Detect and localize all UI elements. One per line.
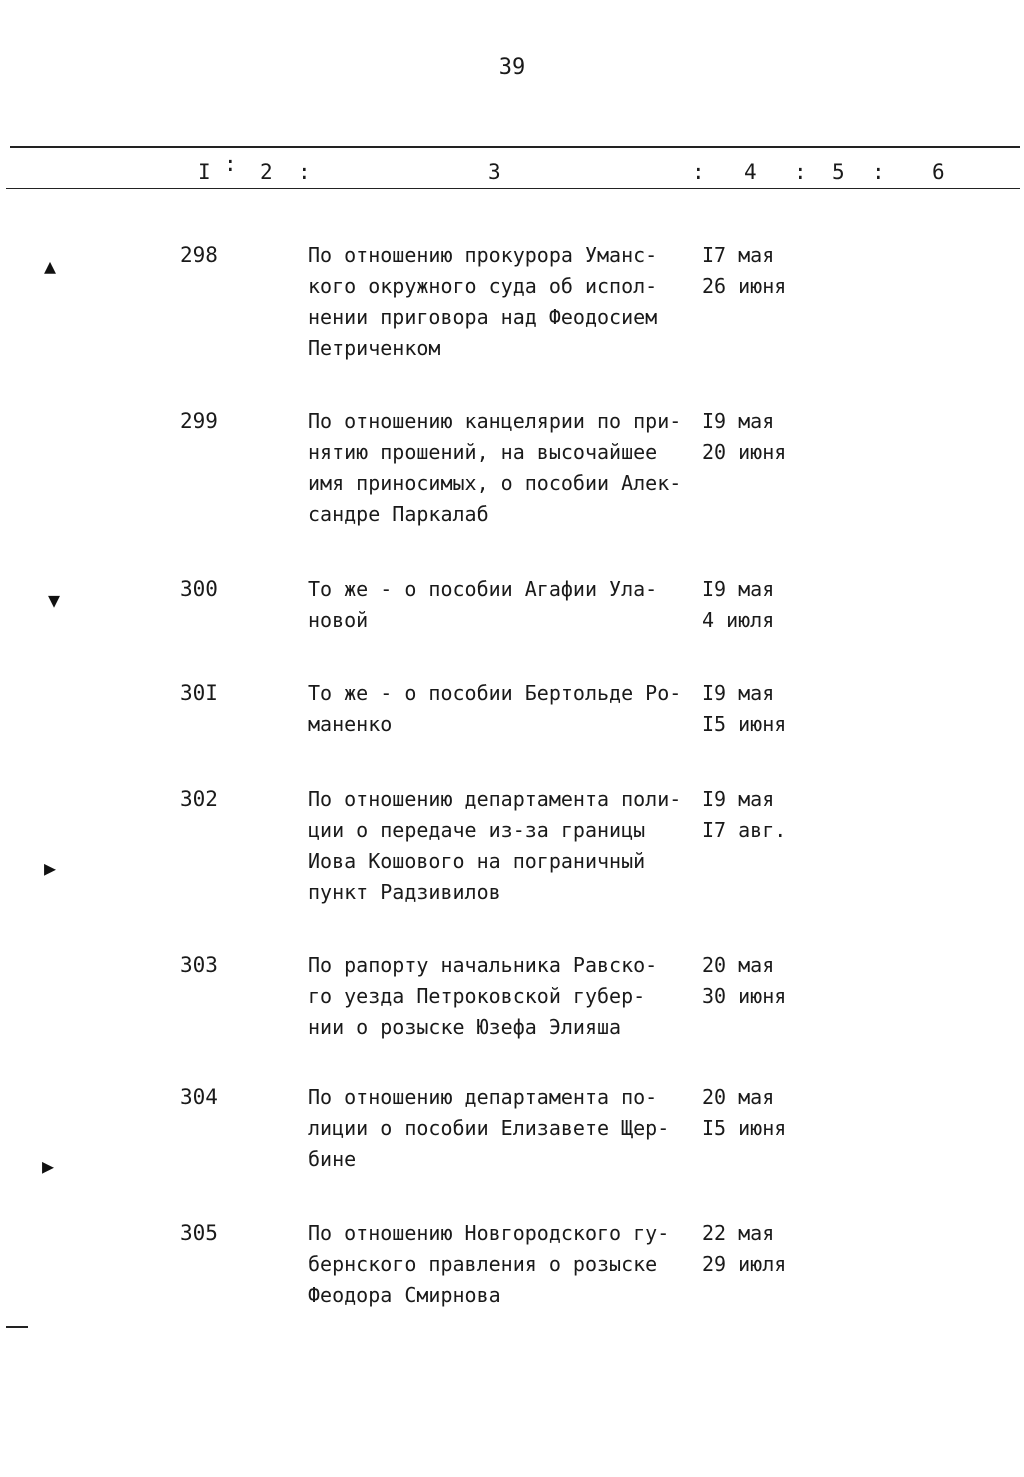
header-col-5: 5 bbox=[832, 160, 845, 184]
entry-description bbox=[308, 574, 708, 636]
entry-line: имя приносимых, о пособии Алек- bbox=[308, 471, 682, 495]
entry-line: По отношению канцелярии по при- bbox=[308, 409, 682, 433]
entry-line: По отношению прокурора Уманс- bbox=[308, 243, 658, 267]
entry-description bbox=[308, 406, 708, 530]
date-end: 26 июня bbox=[702, 274, 787, 298]
entry-line: маненко bbox=[308, 712, 393, 736]
date-start: I7 мая bbox=[702, 243, 775, 267]
entry-number: 302 bbox=[180, 787, 218, 811]
entry-line: нении приговора над Феодосием bbox=[308, 305, 658, 329]
column-header-row bbox=[0, 152, 1024, 186]
entry-dates bbox=[702, 240, 786, 302]
header-bottom-rule bbox=[6, 188, 1020, 189]
entry-line: ции о передаче из-за границы bbox=[308, 818, 646, 842]
entry-line: По отношению департамента по- bbox=[308, 1085, 658, 1109]
header-col-3: 3 bbox=[488, 160, 501, 184]
entry-number: 305 bbox=[180, 1221, 218, 1245]
binding-hole-mark-icon: ▶ bbox=[44, 856, 57, 880]
entry-number: 300 bbox=[180, 577, 218, 601]
entry-number: 298 bbox=[180, 243, 218, 267]
entry-description bbox=[308, 950, 708, 1043]
entry-line: Иова Кошового на пограничный bbox=[308, 849, 646, 873]
entry-description bbox=[308, 240, 708, 364]
date-end: 20 июня bbox=[702, 440, 787, 464]
header-separator: : bbox=[794, 160, 807, 184]
entry-line: кого окружного суда об испол- bbox=[308, 274, 658, 298]
header-separator: : bbox=[692, 160, 705, 184]
entry-line: По отношению департамента поли- bbox=[308, 787, 682, 811]
binding-hole-mark-icon: ▼ bbox=[48, 588, 61, 612]
date-start: I9 мая bbox=[702, 787, 775, 811]
entry-description bbox=[308, 1082, 708, 1175]
entry-dates bbox=[702, 678, 786, 740]
entry-dates bbox=[702, 1218, 786, 1280]
entry-dates bbox=[702, 406, 786, 468]
date-start: 20 мая bbox=[702, 953, 775, 977]
entry-description bbox=[308, 784, 708, 908]
binding-hole-mark-icon: ▲ bbox=[44, 254, 57, 278]
date-end: I5 июня bbox=[702, 712, 787, 736]
header-col-6: 6 bbox=[932, 160, 945, 184]
binding-hole-mark-icon: ▶ bbox=[42, 1154, 55, 1178]
date-start: I9 мая bbox=[702, 409, 775, 433]
entry-dates bbox=[702, 574, 774, 636]
entry-line: По отношению Новгородского гу- bbox=[308, 1221, 670, 1245]
entry-line: По рапорту начальника Равско- bbox=[308, 953, 658, 977]
date-start: 22 мая bbox=[702, 1221, 775, 1245]
margin-line bbox=[6, 1326, 28, 1328]
header-col-2: 2 bbox=[260, 160, 273, 184]
entry-description bbox=[308, 678, 708, 740]
entry-number: 304 bbox=[180, 1085, 218, 1109]
entry-line: бине bbox=[308, 1147, 357, 1171]
header-separator: : bbox=[872, 160, 885, 184]
entry-line: То же - о пособии Бертольде Ро- bbox=[308, 681, 682, 705]
header-col-1: I bbox=[198, 160, 211, 184]
entry-line: лиции о пособии Елизавете Щер- bbox=[308, 1116, 670, 1140]
date-end: 29 июля bbox=[702, 1252, 787, 1276]
date-start: 20 мая bbox=[702, 1085, 775, 1109]
date-end: 4 июля bbox=[702, 608, 775, 632]
header-separator: : bbox=[224, 152, 237, 176]
page-number: 39 bbox=[498, 55, 526, 80]
entry-dates bbox=[702, 950, 786, 1012]
date-start: I9 мая bbox=[702, 577, 775, 601]
entry-line: бернского правления о розыске bbox=[308, 1252, 658, 1276]
entry-line: То же - о пособии Агафии Ула- bbox=[308, 577, 658, 601]
entry-description bbox=[308, 1218, 708, 1311]
header-separator: : bbox=[298, 160, 311, 184]
entry-line: Петриченком bbox=[308, 336, 441, 360]
header-top-rule bbox=[10, 146, 1020, 148]
entry-line: нии о розыске Юзефа Элияша bbox=[308, 1015, 622, 1039]
date-end: I5 июня bbox=[702, 1116, 787, 1140]
date-end: I7 авг. bbox=[702, 818, 787, 842]
header-col-4: 4 bbox=[744, 160, 757, 184]
entry-line: новой bbox=[308, 608, 369, 632]
date-end: 30 июня bbox=[702, 984, 787, 1008]
entry-line: нятию прошений, на высочайшее bbox=[308, 440, 658, 464]
entry-number: 30I bbox=[180, 681, 218, 705]
entry-dates bbox=[702, 784, 786, 846]
entry-number: 299 bbox=[180, 409, 218, 433]
entry-line: сандре Паркалаб bbox=[308, 502, 489, 526]
entry-line: го уезда Петроковской губер- bbox=[308, 984, 646, 1008]
entry-dates bbox=[702, 1082, 786, 1144]
entry-line: Феодора Смирнова bbox=[308, 1283, 501, 1307]
entry-number: 303 bbox=[180, 953, 218, 977]
entry-line: пункт Радзивилов bbox=[308, 880, 501, 904]
date-start: I9 мая bbox=[702, 681, 775, 705]
